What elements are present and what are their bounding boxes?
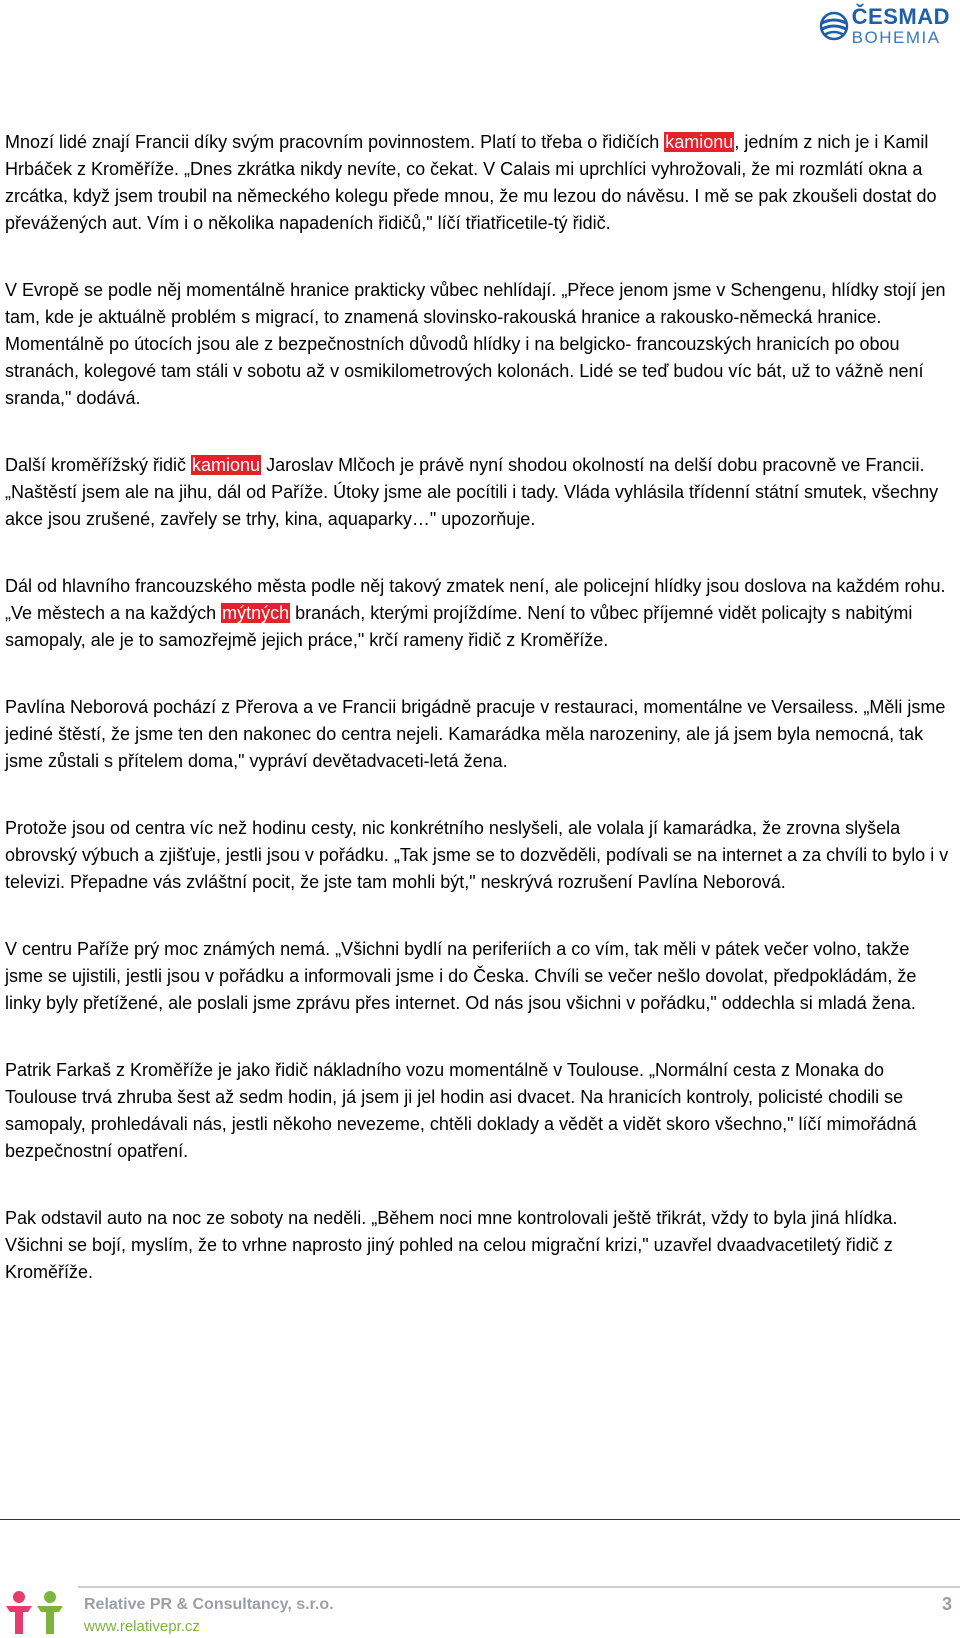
paragraph-text: V centru Paříže prý moc známých nemá. „Všichni bydlí na periferiích a co vím, tak měli v pátek večer volno, takže jsme se ujistili, jestli jsou v pořádku a informovali jsme i do Česka. Chvíli se večer nešlo dovolat, předpokládám, že linky byly přetížené, ale poslali jsme zprávu přes internet. Od nás jsou všichni v pořádku," oddechla si mladá žena. (5, 939, 917, 1013)
paragraph-text: Patrik Farkaš z Kroměříže je jako řidič nákladního vozu momentálně v Toulouse. „Normální cesta z Monaka do Toulouse trvá zhruba šest až sedm hodin, já jsem ji jel hodin asi dvacet. Na hranicích kontroly, policisté chodili se samopaly, prohledávali nás, jestli někoho nevezeme, chtěli doklady a vědět a vidět skoro všechno," líčí mimořádná bezpečnostní opatření. (5, 1060, 917, 1161)
people-logo-icon (4, 1590, 68, 1636)
article-paragraph (5, 277, 955, 412)
paragraph-text: V Evropě se podle něj momentálně hranice prakticky vůbec nehlídají. „Přece jenom jsme v Schengenu, hlídky stojí jen tam, kde je aktuálně problém s migrací, to znamená slovinsko-rakouská hranice a rakousko-německá hranice. Momentálně po útocích jsou ale z bezpečnostních důvodů hlídky i na belgicko- francouzských hranicích po obou stranách, kolegové tam stáli v sobotu až v osmikilometrových kolonách. Lidé se teď budou víc bát, už to vážně není sranda," dodává. (5, 280, 946, 408)
paragraph-text: branách, kterými projíždíme. Není to vůbec příjemné vidět policajty s nabitými samopaly, ale je to samozřejmě jejich práce," krčí rameny řidič z Kroměříže. (5, 603, 913, 650)
paragraph-text: Dál od hlavního francouzského města podle něj takový zmatek není, ale policejní hlídky jsou doslova na každém rohu. „Ve městech a na každých (5, 576, 946, 623)
article-paragraph (5, 1205, 955, 1286)
page-footer (0, 1582, 960, 1638)
article-paragraph (5, 452, 955, 533)
logo-subtitle: BOHEMIA (851, 28, 941, 47)
paragraph-text: Pavlína Neborová pochází z Přerova a ve Francii brigádně pracuje v restauraci, momentálne ve Versailess. „Měli jsme jediné štěstí, že jsme ten den nakonec do centra nejeli. Kamarádka měla narozeniny, ale já jsem byla nemocná, tak jsme zůstali s přítelem doma," vypráví devětadvaceti-letá žena. (5, 697, 946, 771)
article-body (5, 129, 955, 1326)
highlighted-keyword: kamionu (192, 455, 261, 475)
company-website: www.relativepr.cz (84, 1618, 200, 1635)
paragraph-text: Pak odstavil auto na noc ze soboty na neděli. „Během noci mne kontrolovali ještě třikrát, vždy to byla jiná hlídka. Všichni se bojí, myslím, že to vrhne naprosto jiný pohled na celou migrační krizi," uzavřel dvaadvacetiletý řidič z Kroměříže. (5, 1208, 898, 1282)
article-paragraph (5, 129, 955, 237)
logo-title: ČESMAD (851, 4, 950, 29)
paragraph-text: , jedním z nich je i Kamil Hrbáček z Kroměříže. „Dnes zkrátka nikdy nevíte, co čekat. V Calais mi uprchlíci vyhrožovali, že mi rozmlátí okna a zrcátka, když jsem troubil na německého kolegu přede mnou, že mu lezou do návěsu. I mě se pak zkoušeli dostat do převážených aut. Vím i o několika napadeních řidičů," líčí třiatřicetile-tý řidič. (5, 132, 937, 233)
footer-divider (0, 1519, 960, 1520)
article-paragraph (5, 694, 955, 775)
article-paragraph (5, 573, 955, 654)
paragraph-text: Další kroměřížský řidič (5, 455, 192, 475)
globe-logo-icon (819, 11, 849, 41)
paragraph-text: Protože jsou od centra víc než hodinu cesty, nic konkrétního neslyšeli, ale volala jí kamarádka, že zrovna slyšela obrovský výbuch a zjišťuje, jestli jsou v pořádku. „Tak jsme se to dozvěděli, podívali se na internet a za chvíli to bylo i v televizi. Přepadne vás zvláštní pocit, že jste tam mohli být," neskrývá rozrušení Pavlína Neborová. (5, 818, 949, 892)
cesmad-bohemia-logo (819, 6, 950, 46)
article-paragraph (5, 815, 955, 896)
paragraph-text: Mnozí lidé znají Francii díky svým pracovním povinnostem. Platí to třeba o řidičích (5, 132, 665, 152)
article-paragraph (5, 936, 955, 1017)
article-paragraph (5, 1057, 955, 1165)
paragraph-text: Jaroslav Mlčoch je právě nyní shodou okolností na delší dobu pracovně ve Francii. „Naštěstí jsem ale na jihu, dál od Paříže. Útoky jsme ale pocítili i tady. Vláda vyhlásila třídenní státní smutek, všechny akce jsou zrušené, zavřely se trhy, kina, aquaparky…" upozorňuje. (5, 455, 939, 529)
highlighted-keyword: mýtných (222, 603, 290, 623)
company-name: Relative PR & Consultancy, s.r.o. (84, 1596, 334, 1613)
page-number: 3 (941, 1594, 952, 1614)
highlighted-keyword: kamionu (665, 132, 734, 152)
footer-line (78, 1586, 960, 1588)
